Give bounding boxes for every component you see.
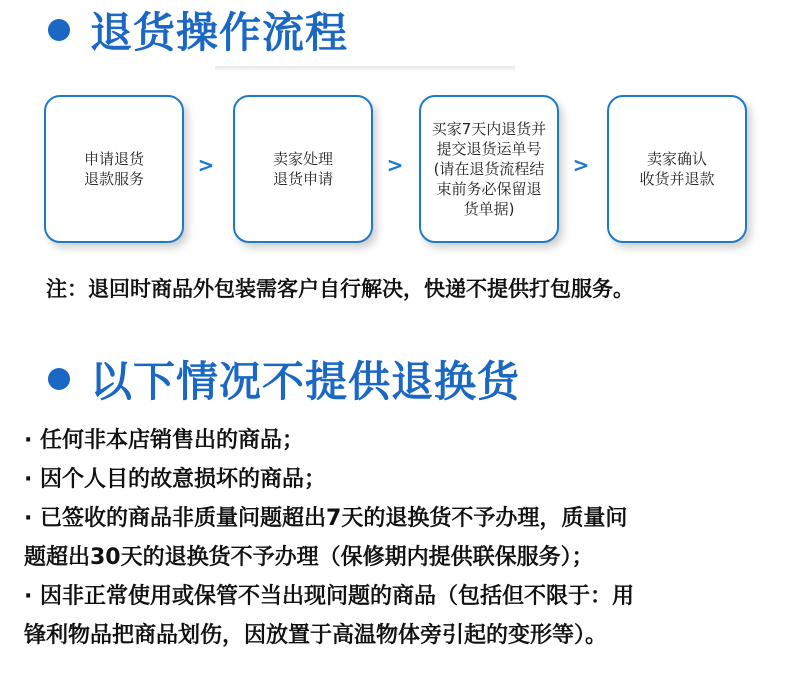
chevron-right-icon: > — [572, 153, 590, 177]
chevron-right-icon: > — [386, 153, 404, 177]
flow-step-text: 申请退货 退款服务 — [83, 150, 144, 188]
list-item: · 因个人目的故意损坏的商品； — [24, 467, 327, 492]
packaging-note: 注：退回时商品外包装需客户自行解决，快递不提供打包服务。 — [46, 277, 634, 301]
flow-step-text: 买家7天内退货并 提交退货运单号 (请在退货流程结 束前务必保留退 货单据) — [431, 120, 547, 218]
list-item: · 任何非本店销售出的商品； — [24, 428, 305, 453]
flow-step-text: 卖家处理 退货申请 — [272, 150, 333, 188]
section-heading-return-process — [48, 2, 348, 58]
exclusion-list — [24, 421, 780, 655]
section-title: 退货操作流程 — [90, 8, 349, 57]
return-flow-diagram — [0, 95, 790, 241]
list-item: 锋利物品把商品划伤，因放置于高温物体旁引起的变形等）。 — [24, 623, 608, 648]
section-title: 以下情况不提供退换货 — [90, 357, 521, 406]
list-item: · 因非正常使用或保管不当出现问题的商品（包括但不限于：用 — [24, 584, 635, 609]
bullet-dot-icon — [48, 19, 70, 41]
flow-step-apply — [44, 95, 184, 243]
chevron-right-icon: > — [197, 153, 215, 177]
flow-step-seller-process — [233, 95, 373, 243]
flow-step-buyer-return — [419, 95, 559, 243]
bullet-dot-icon — [48, 368, 70, 390]
section-heading-exclusions — [48, 351, 520, 407]
heading-shadow-divider — [215, 66, 515, 72]
flow-step-text: 卖家确认 收货并退款 — [639, 150, 715, 188]
list-item: · 已签收的商品非质量问题超出7天的退换货不予办理，质量问 — [24, 506, 628, 531]
list-item: 题超出30天的退换货不予办理（保修期内提供联保服务）； — [24, 545, 594, 570]
flow-step-seller-confirm — [607, 95, 747, 243]
